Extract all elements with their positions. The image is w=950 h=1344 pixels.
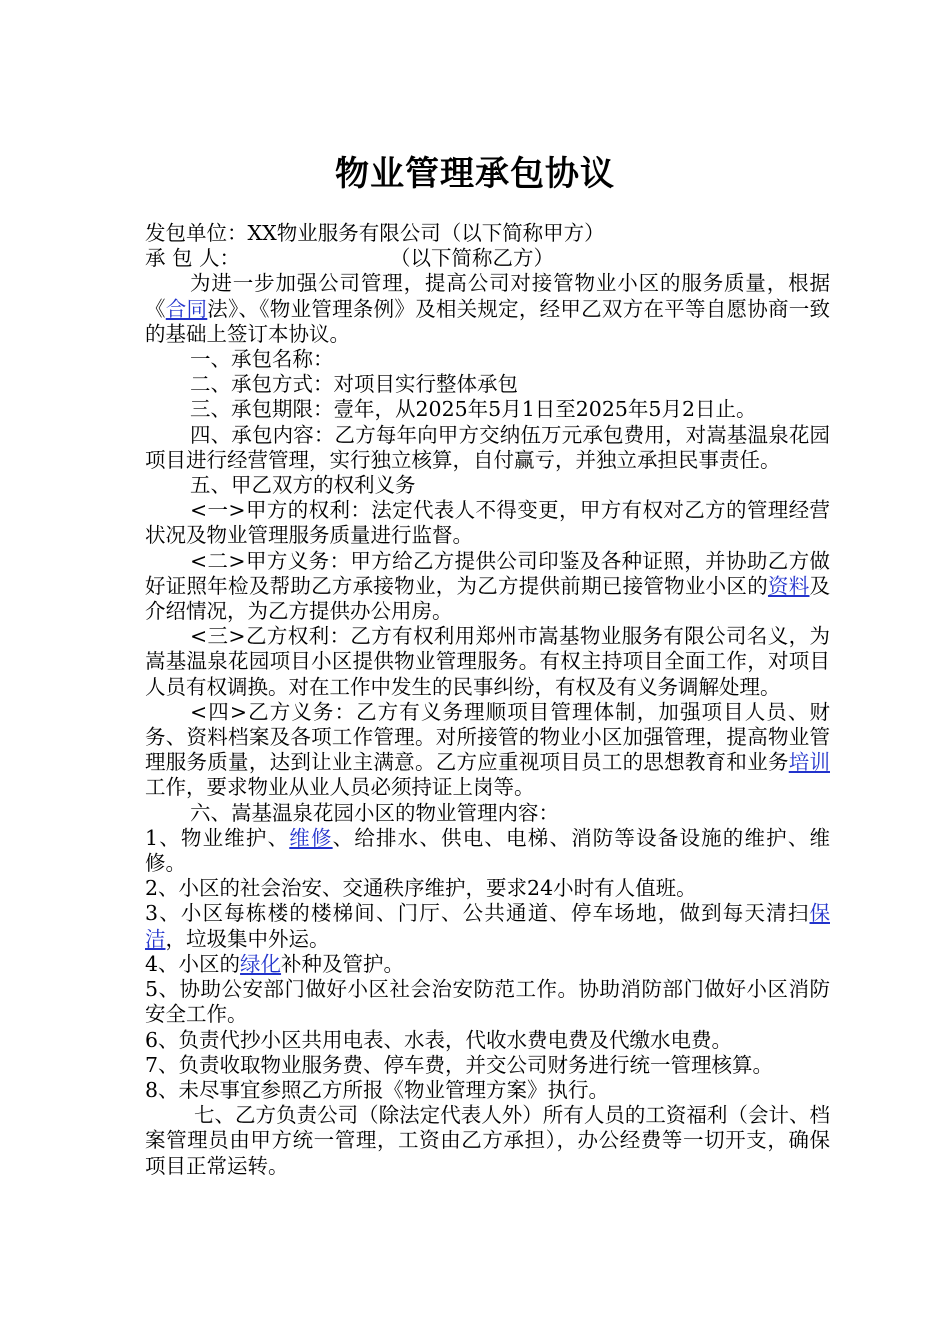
- six-item-3-text-b: ，垃圾集中外运。: [165, 926, 330, 951]
- document-title: 物业管理承包协议: [335, 154, 615, 194]
- six-item-6: 6、负责代抄小区共用电表、水表，代收水费电费及代缴水电费。: [145, 1027, 733, 1052]
- item-5: 五、甲乙双方的权利义务: [190, 473, 416, 498]
- contract-link[interactable]: 合同: [165, 296, 208, 321]
- right-4-text-b: 工作，要求物业从业人员必须持证上岗等。: [145, 775, 535, 800]
- six-item-2: 2、小区的社会治安、交通秩序维护，要求24小时有人值班。: [145, 876, 697, 901]
- six-item-4-text-a: 4、小区的: [145, 951, 241, 976]
- training-link[interactable]: 培训: [788, 750, 830, 775]
- six-item-1-text-a: 1、物业维护、: [145, 825, 290, 850]
- contractor-person-suffix: （以下简称乙方）: [390, 246, 555, 271]
- six-item-5: 5、协助公安部门做好小区社会治安防范工作。协助消防部门做好小区消防安全工作。: [145, 977, 830, 1027]
- repair-link[interactable]: 维修: [289, 825, 333, 850]
- contractor-unit-line: 发包单位：XX物业服务有限公司（以下简称甲方）: [145, 221, 605, 245]
- right-4: [145, 700, 830, 801]
- right-2: [145, 549, 830, 625]
- section-seven: 七、乙方负责公司（除法定代表人外）所有人员的工资福利（会计、档案管理员由甲方统一管理，工资由乙方承担），办公经费等一切开支，确保项目正常运转。: [145, 1103, 830, 1178]
- six-item-1-text-b: 、给排水、供电、电梯、消防等设备设施的维护、维修。: [145, 825, 831, 876]
- right-4-text-a: <四>乙方义务：乙方有义务理顺项目管理体制，加强项目人员、财务、资料档案及各项工作管理。对所接管的物业小区加强管理，提高物业管理服务质量，达到让业主满意。乙方应重视项目员工的思想教育和业务: [145, 699, 830, 775]
- right-2-text-b: 及介绍情况，为乙方提供办公用房。: [145, 573, 830, 624]
- item-3: 三、承包期限：壹年，从2025年5月1日至2025年5月2日止。: [190, 397, 757, 422]
- item-2: 二、承包方式：对项目实行整体承包: [190, 372, 518, 397]
- item-1: 一、承包名称：: [190, 347, 334, 372]
- six-item-4-text-b: 补种及管护。: [281, 951, 405, 976]
- six-item-3-text-a: 3、小区每栋楼的楼梯间、门厅、公共通道、停车场地，做到每天清扫: [145, 901, 810, 926]
- contractor-person-label: 承 包 人：: [145, 246, 241, 271]
- contractor-person-line: [145, 246, 830, 271]
- right-2-text-a: <二>甲方义务：甲方给乙方提供公司印鉴及各种证照，并协助乙方做好证照年检及帮助乙方承接物业，为乙方提供前期已接管物业小区的: [145, 548, 830, 598]
- item-4: 四、承包内容：乙方每年向甲方交纳伍万元承包费用，对嵩基温泉花园项目进行经营管理，实行独立核算，自付赢亏，并独立承担民事责任。: [145, 422, 830, 472]
- document-body: [145, 221, 830, 1179]
- six-item-8: 8、未尽事宜参照乙方所报《物业管理方案》执行。: [145, 1077, 610, 1102]
- materials-link[interactable]: 资料: [767, 573, 810, 598]
- greening-link[interactable]: 绿化: [240, 951, 282, 976]
- intro-text-b: 法》、《物业管理条例》及相关规定，经甲乙双方在平等自愿协商一致的基础上签订本协议。: [145, 296, 831, 346]
- six-item-7: 7、负责收取物业服务费、停车费，并交公司财务进行统一管理核算。: [145, 1052, 774, 1077]
- intro-paragraph: [145, 271, 830, 347]
- right-3: <三>乙方权利：乙方有权利用郑州市嵩基物业服务有限公司名义，为嵩基温泉花园项目小区提供物业管理服务。有权主持项目全面工作，对项目人员有权调换。对在工作中发生的民事纠纷，有权及有义务调解处理。: [145, 624, 830, 699]
- cleaning-link[interactable]: 保洁: [145, 901, 830, 951]
- right-1: <一>甲方的权利：法定代表人不得变更，甲方有权对乙方的管理经营状况及物业管理服务质量进行监督。: [145, 498, 830, 548]
- section-six-heading: 六、嵩基温泉花园小区的物业管理内容：: [190, 800, 559, 825]
- six-item-4: [145, 952, 830, 977]
- intro-text-a: 为进一步加强公司管理，提高公司对接管物业小区的服务质量，根据《: [145, 271, 830, 321]
- six-item-1: [145, 826, 830, 876]
- six-item-3: [145, 901, 830, 951]
